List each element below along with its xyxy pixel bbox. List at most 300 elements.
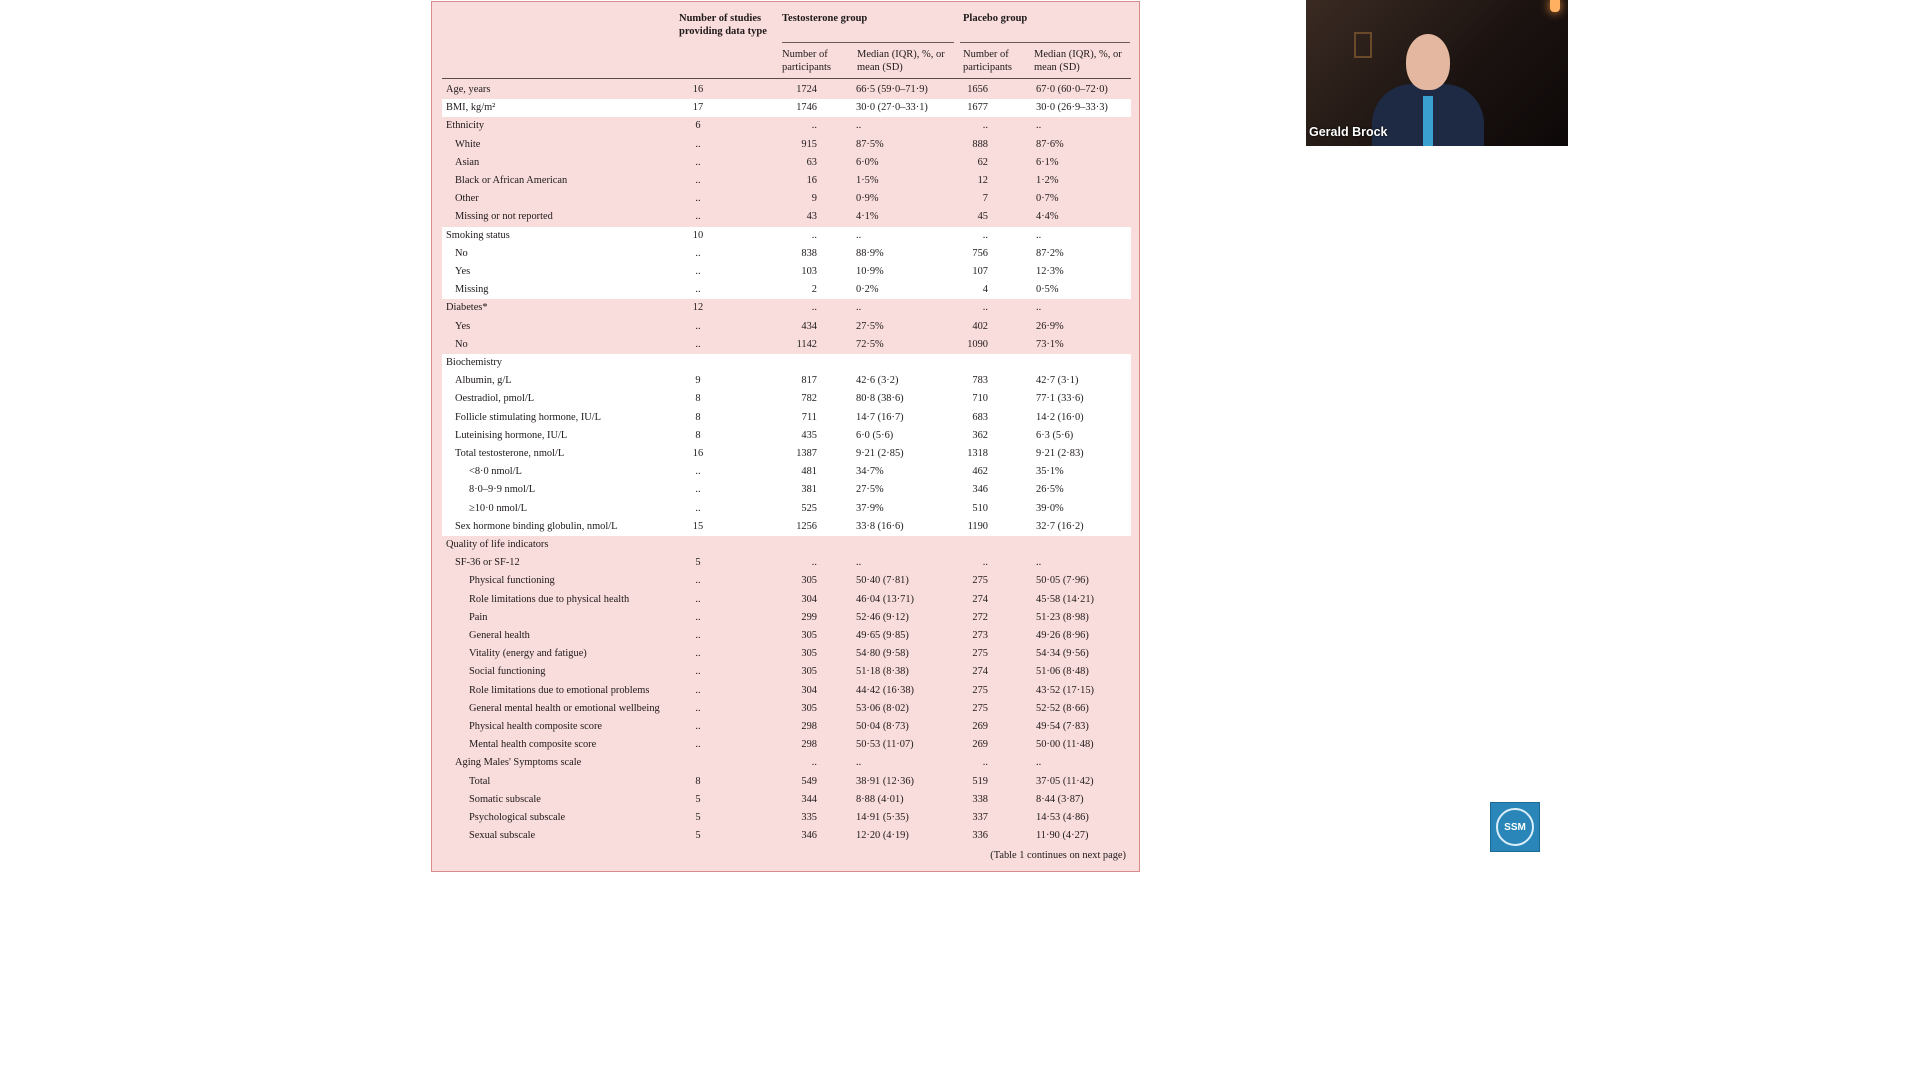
cell-placebo-n: 269: [972, 739, 988, 751]
cell-placebo-value: 50·05 (7·96): [1036, 575, 1089, 587]
cell-studies: 5: [695, 812, 701, 823]
table-row: [442, 172, 1131, 190]
cell-testosterone-n: 381: [801, 484, 817, 496]
cell-placebo-n: ..: [982, 302, 988, 314]
cell-placebo-n: 274: [972, 593, 988, 605]
cell-testosterone-value: 37·9%: [856, 502, 884, 514]
cell-studies: 8: [695, 393, 701, 405]
cell-testosterone-n: 346: [801, 830, 817, 842]
row-label: Oestradiol, pmol/L: [455, 393, 535, 405]
row-label: Total: [469, 775, 491, 787]
cell-testosterone-n: 711: [801, 411, 817, 423]
cell-placebo-value: 26·5%: [1036, 484, 1064, 496]
cell-testosterone-value: 8·88 (4·01): [856, 793, 904, 805]
cell-placebo-n: 1190: [967, 520, 988, 532]
cell-studies: ..: [695, 502, 701, 514]
cell-placebo-value: 30·0 (26·9–33·3): [1036, 102, 1108, 114]
cell-studies: ..: [695, 320, 701, 332]
cell-studies: 8: [695, 775, 701, 787]
cell-studies: ..: [695, 338, 701, 350]
cell-placebo-n: 462: [972, 466, 988, 478]
cell-testosterone-n: ..: [811, 302, 817, 314]
cell-studies: ..: [695, 211, 701, 223]
row-label: Luteinising hormone, IU/L: [455, 429, 568, 441]
cell-testosterone-n: 435: [801, 429, 817, 441]
cell-placebo-n: ..: [982, 557, 988, 569]
ssm-logo-text: SSM: [1504, 821, 1526, 833]
cell-testosterone-value: 30·0 (27·0–33·1): [856, 102, 928, 114]
row-label: Physical functioning: [469, 575, 555, 587]
cell-placebo-n: 4: [982, 284, 988, 296]
cell-testosterone-value: 42·6 (3·2): [856, 375, 899, 387]
table-row: [442, 773, 1131, 791]
cell-studies: 5: [695, 793, 701, 805]
cell-testosterone-n: 103: [801, 266, 817, 277]
table-row: [442, 700, 1131, 718]
cell-placebo-value: ..: [1036, 229, 1042, 241]
cell-placebo-n: 402: [972, 320, 988, 332]
table-row: [442, 299, 1131, 317]
row-label: General health: [469, 630, 530, 641]
cell-placebo-n: 275: [972, 684, 988, 696]
cell-studies: 10: [692, 229, 704, 241]
cell-placebo-value: 32·7 (16·2): [1036, 520, 1084, 532]
table-row: [442, 682, 1131, 700]
cell-testosterone-n: 1256: [796, 520, 817, 532]
row-label: No: [455, 338, 468, 350]
cell-studies: ..: [695, 702, 701, 714]
row-label: Diabetes*: [446, 302, 488, 314]
cell-placebo-value: 0·7%: [1036, 193, 1059, 205]
cell-testosterone-value: 54·80 (9·58): [856, 648, 909, 660]
cell-testosterone-value: 10·9%: [856, 266, 884, 277]
row-label: Biochemistry: [446, 357, 502, 368]
row-label: Missing or not reported: [455, 211, 553, 223]
cell-placebo-n: 336: [972, 830, 988, 842]
header-studies: Number of studies providing data type: [679, 13, 767, 37]
cell-testosterone-value: 50·53 (11·07): [856, 739, 914, 751]
cell-testosterone-value: 6·0%: [856, 156, 879, 168]
table-row: [442, 336, 1131, 354]
cell-testosterone-n: 305: [801, 666, 817, 678]
row-label: White: [455, 138, 481, 150]
cell-placebo-value: 6·3 (5·6): [1036, 429, 1074, 441]
cell-testosterone-n: 9: [811, 193, 817, 205]
table-row: [442, 427, 1131, 445]
cell-testosterone-value: 14·91 (5·35): [856, 812, 909, 823]
cell-placebo-value: ..: [1036, 302, 1042, 314]
cell-placebo-value: ..: [1036, 757, 1042, 769]
cell-placebo-value: 12·3%: [1036, 266, 1064, 277]
cell-placebo-value: 6·1%: [1036, 156, 1059, 168]
header-p-median: Median (IQR), %, or mean (SD): [1034, 49, 1122, 73]
table-row: [442, 627, 1131, 645]
table-row: [442, 809, 1131, 827]
cell-testosterone-n: 305: [801, 702, 817, 714]
table-row: [442, 208, 1131, 226]
cell-placebo-n: 275: [972, 648, 988, 660]
table-row: [442, 718, 1131, 736]
cell-testosterone-value: 49·65 (9·85): [856, 630, 909, 641]
row-label: Missing: [455, 284, 489, 296]
row-label: Age, years: [446, 84, 491, 95]
cell-placebo-value: 67·0 (60·0–72·0): [1036, 84, 1108, 95]
cell-studies: 5: [695, 830, 701, 842]
cell-testosterone-n: 305: [801, 648, 817, 660]
row-label: <8·0 nmol/L: [469, 466, 522, 478]
cell-placebo-value: 87·6%: [1036, 138, 1064, 150]
row-label: BMI, kg/m²: [446, 102, 496, 114]
cell-testosterone-n: 817: [801, 375, 817, 387]
cell-studies: ..: [695, 466, 701, 478]
header-p-participants: Number of participants: [963, 49, 1012, 73]
cell-studies: ..: [695, 266, 701, 277]
cell-testosterone-value: 88·9%: [856, 247, 884, 259]
cell-studies: ..: [695, 666, 701, 678]
row-label: Asian: [455, 156, 480, 168]
header-testosterone-group: Testosterone group: [782, 13, 868, 24]
cell-testosterone-n: 1387: [796, 448, 817, 459]
cell-testosterone-value: 66·5 (59·0–71·9): [856, 84, 928, 95]
cell-testosterone-value: 27·5%: [856, 320, 884, 332]
table-row: [442, 136, 1131, 154]
table-row: [442, 663, 1131, 681]
cell-studies: 8: [695, 429, 701, 441]
table-row: [442, 554, 1131, 572]
cell-studies: ..: [695, 247, 701, 259]
row-label: Role limitations due to physical health: [469, 593, 630, 605]
table-row: [442, 736, 1131, 754]
cell-placebo-n: 338: [972, 793, 988, 805]
cell-placebo-value: 51·23 (8·98): [1036, 611, 1089, 623]
cell-testosterone-n: 344: [801, 793, 817, 805]
cell-studies: ..: [695, 484, 701, 496]
cell-testosterone-value: 53·06 (8·02): [856, 702, 909, 714]
cell-placebo-value: 45·58 (14·21): [1036, 593, 1095, 605]
cell-testosterone-n: 434: [801, 320, 817, 332]
table-row: [442, 827, 1131, 845]
table-row: [442, 154, 1131, 172]
row-label: Yes: [455, 320, 471, 332]
cell-testosterone-value: 27·5%: [856, 484, 884, 496]
cell-testosterone-value: 33·8 (16·6): [856, 520, 904, 532]
row-label: Sex hormone binding globulin, nmol/L: [455, 520, 618, 532]
cell-studies: 6: [695, 120, 701, 132]
cell-placebo-value: 49·54 (7·83): [1036, 721, 1089, 732]
cell-placebo-n: 62: [977, 156, 988, 168]
cell-testosterone-value: 44·42 (16·38): [856, 684, 915, 696]
cell-studies: ..: [695, 721, 701, 732]
cell-placebo-value: 26·9%: [1036, 320, 1064, 332]
cell-testosterone-value: 46·04 (13·71): [856, 593, 915, 605]
row-label: Role limitations due to emotional problems: [469, 684, 650, 696]
row-label: Pain: [469, 611, 488, 623]
cell-placebo-value: 14·2 (16·0): [1036, 411, 1084, 423]
cell-placebo-value: 51·06 (8·48): [1036, 666, 1089, 678]
cell-testosterone-n: 915: [801, 138, 817, 150]
cell-testosterone-value: ..: [856, 302, 862, 314]
cell-testosterone-value: 1·5%: [856, 175, 879, 186]
cell-placebo-value: 35·1%: [1036, 466, 1064, 478]
cell-placebo-n: 272: [972, 611, 988, 623]
cell-testosterone-n: 481: [801, 466, 817, 478]
cell-placebo-value: 43·52 (17·15): [1036, 684, 1095, 696]
row-label: Albumin, g/L: [455, 375, 512, 387]
table-row: [442, 445, 1131, 463]
cell-studies: ..: [695, 684, 701, 696]
cell-placebo-value: 49·26 (8·96): [1036, 630, 1089, 641]
row-label: Ethnicity: [446, 120, 485, 132]
cell-testosterone-n: 304: [801, 684, 817, 696]
table-row: [442, 390, 1131, 408]
cell-testosterone-n: 335: [801, 812, 817, 823]
cell-testosterone-value: 9·21 (2·85): [856, 448, 904, 459]
cell-placebo-value: 0·5%: [1036, 284, 1059, 296]
cell-studies: ..: [695, 175, 701, 186]
row-label: Social functioning: [469, 666, 546, 678]
table-row: [442, 791, 1131, 809]
cell-placebo-value: ..: [1036, 557, 1042, 569]
cell-studies: ..: [695, 611, 701, 623]
cell-placebo-value: 52·52 (8·66): [1036, 702, 1089, 714]
table-row: [442, 481, 1131, 499]
cell-testosterone-n: ..: [811, 557, 817, 569]
cell-placebo-value: 1·2%: [1036, 175, 1059, 186]
cell-placebo-n: 683: [972, 411, 988, 423]
cell-placebo-value: 73·1%: [1036, 338, 1064, 350]
cell-placebo-value: 14·53 (4·86): [1036, 812, 1089, 823]
cell-testosterone-n: ..: [811, 757, 817, 769]
header-rule-placebo: [960, 42, 1130, 43]
cell-studies: ..: [695, 156, 701, 168]
cell-studies: 8: [695, 411, 701, 423]
cell-placebo-n: 107: [972, 266, 988, 277]
header-rule-testosterone: [782, 42, 954, 43]
table-row: [442, 518, 1131, 536]
row-label: Black or African American: [455, 175, 568, 186]
cell-studies: ..: [695, 630, 701, 641]
row-label: Mental health composite score: [469, 739, 597, 751]
table-row: [442, 263, 1131, 281]
cell-testosterone-value: 50·40 (7·81): [856, 575, 909, 587]
table-row: [442, 81, 1131, 99]
cell-studies: 9: [695, 375, 701, 387]
cell-testosterone-n: 43: [806, 211, 817, 223]
row-label: Somatic subscale: [469, 793, 541, 805]
cell-placebo-value: 77·1 (33·6): [1036, 393, 1084, 405]
cell-placebo-n: 510: [972, 502, 988, 514]
row-label: SF-36 or SF-12: [455, 557, 520, 569]
cell-placebo-value: 4·4%: [1036, 211, 1059, 223]
cell-studies: ..: [695, 575, 701, 587]
cell-testosterone-n: 305: [801, 575, 817, 587]
table-row: [442, 117, 1131, 135]
cell-placebo-n: ..: [982, 757, 988, 769]
cell-testosterone-value: 38·91 (12·36): [856, 775, 915, 787]
cell-studies: 12: [692, 302, 704, 314]
table-row: [442, 500, 1131, 518]
row-label: Vitality (energy and fatigue): [469, 648, 587, 660]
row-label: ≥10·0 nmol/L: [469, 502, 527, 514]
cell-testosterone-n: ..: [811, 229, 817, 241]
cell-placebo-value: 50·00 (11·48): [1036, 739, 1094, 751]
row-label: 8·0–9·9 nmol/L: [469, 484, 536, 496]
cell-testosterone-n: 525: [801, 502, 817, 514]
cell-placebo-n: 519: [972, 775, 988, 787]
cell-placebo-n: 273: [972, 630, 988, 641]
table-column-headers: [432, 2, 1139, 82]
cell-testosterone-n: 1746: [796, 102, 817, 114]
cell-testosterone-value: 4·1%: [856, 211, 879, 223]
cell-placebo-n: 269: [972, 721, 988, 732]
cell-studies: 16: [692, 448, 704, 459]
row-label: Follicle stimulating hormone, IU/L: [455, 411, 602, 423]
cell-placebo-value: 8·44 (3·87): [1036, 793, 1084, 805]
cell-testosterone-n: 63: [806, 156, 817, 168]
cell-testosterone-n: 298: [801, 739, 817, 751]
cell-studies: ..: [695, 593, 701, 605]
table-row: [442, 754, 1131, 772]
picture-frame: [1354, 32, 1372, 58]
cell-testosterone-n: 549: [801, 775, 817, 787]
cell-placebo-value: 39·0%: [1036, 502, 1064, 514]
cell-testosterone-value: 87·5%: [856, 138, 884, 150]
cell-testosterone-value: ..: [856, 229, 862, 241]
cell-testosterone-n: 1142: [796, 338, 817, 350]
cell-testosterone-value: ..: [856, 120, 862, 132]
cell-testosterone-n: 16: [806, 175, 817, 186]
cell-placebo-value: ..: [1036, 120, 1042, 132]
cell-testosterone-value: 0·9%: [856, 193, 879, 205]
table-row: [442, 372, 1131, 390]
table-row: [442, 536, 1131, 554]
cell-placebo-n: 888: [972, 138, 988, 150]
cell-testosterone-value: ..: [856, 757, 862, 769]
cell-testosterone-n: 2: [811, 284, 817, 296]
participant-tie: [1423, 96, 1433, 146]
row-label: Smoking status: [446, 229, 510, 241]
table-row: [442, 99, 1131, 117]
cell-placebo-n: 1656: [967, 84, 988, 95]
row-label: Sexual subscale: [469, 830, 536, 842]
cell-placebo-value: 87·2%: [1036, 247, 1064, 259]
cell-placebo-n: 756: [972, 247, 988, 259]
cell-studies: 16: [692, 84, 704, 95]
header-t-median: Median (IQR), %, or mean (SD): [857, 49, 945, 73]
cell-testosterone-value: 12·20 (4·19): [856, 830, 909, 842]
cell-placebo-n: 12: [977, 175, 988, 186]
row-label: Quality of life indicators: [446, 539, 549, 550]
row-label: Psychological subscale: [469, 812, 566, 823]
row-label: Yes: [455, 266, 471, 277]
row-label: Other: [455, 193, 479, 205]
table-row: [442, 354, 1131, 372]
cell-placebo-n: 783: [972, 375, 988, 387]
cell-placebo-n: ..: [982, 120, 988, 132]
cell-placebo-n: 275: [972, 575, 988, 587]
row-label: Physical health composite score: [469, 721, 603, 732]
cell-studies: 5: [695, 557, 701, 569]
table-row: [442, 609, 1131, 627]
participant-name-label: Gerald Brock: [1309, 125, 1388, 139]
cell-placebo-n: 45: [977, 211, 988, 223]
cell-placebo-value: 42·7 (3·1): [1036, 375, 1079, 387]
cell-testosterone-n: ..: [811, 120, 817, 132]
cell-studies: 15: [692, 520, 704, 532]
cell-testosterone-value: 72·5%: [856, 338, 884, 350]
shared-slide-table: [431, 1, 1140, 872]
cell-testosterone-n: 304: [801, 593, 817, 605]
cell-testosterone-value: 0·2%: [856, 284, 879, 296]
table-continues-note: (Table 1 continues on next page): [990, 850, 1126, 861]
cell-testosterone-value: ..: [856, 557, 862, 569]
cell-testosterone-value: 52·46 (9·12): [856, 611, 909, 623]
table-row: [442, 190, 1131, 208]
cell-placebo-n: 1090: [967, 338, 988, 350]
header-placebo-group: Placebo group: [963, 13, 1028, 24]
table-row: [442, 463, 1131, 481]
header-t-participants: Number of participants: [782, 49, 831, 73]
table-row: [442, 227, 1131, 245]
cell-studies: ..: [695, 648, 701, 660]
table-row: [442, 645, 1131, 663]
cell-testosterone-n: 782: [801, 393, 817, 405]
ssm-logo-ring: [1496, 808, 1534, 846]
cell-placebo-n: 362: [972, 429, 988, 441]
cell-studies: ..: [695, 284, 701, 296]
cell-placebo-n: 1677: [967, 102, 988, 114]
cell-testosterone-n: 298: [801, 721, 817, 732]
table-row: [442, 281, 1131, 299]
row-label: General mental health or emotional wellbeing: [469, 702, 660, 714]
cell-testosterone-n: 1724: [796, 84, 817, 95]
cell-placebo-value: 11·90 (4·27): [1036, 830, 1089, 842]
cell-placebo-value: 37·05 (11·42): [1036, 775, 1094, 787]
table-row: [442, 318, 1131, 336]
cell-placebo-n: 275: [972, 702, 988, 714]
table-row: [442, 572, 1131, 590]
cell-testosterone-value: 80·8 (38·6): [856, 393, 904, 405]
cell-placebo-value: 54·34 (9·56): [1036, 648, 1089, 660]
cell-testosterone-n: 305: [801, 630, 817, 641]
table-row: [442, 591, 1131, 609]
cell-testosterone-value: 6·0 (5·6): [856, 429, 894, 441]
cell-placebo-n: 710: [972, 393, 988, 405]
cell-testosterone-n: 838: [801, 247, 817, 259]
cell-studies: ..: [695, 739, 701, 751]
cell-placebo-value: 9·21 (2·83): [1036, 448, 1084, 459]
cell-studies: ..: [695, 193, 701, 205]
cell-placebo-n: 7: [982, 193, 988, 205]
cell-testosterone-value: 50·04 (8·73): [856, 721, 909, 732]
cell-placebo-n: 274: [972, 666, 988, 678]
table-row: [442, 245, 1131, 263]
row-label: Total testosterone, nmol/L: [455, 448, 565, 459]
cell-testosterone-value: 14·7 (16·7): [856, 411, 904, 423]
ssm-logo-icon[interactable]: [1490, 802, 1540, 852]
cell-testosterone-value: 34·7%: [856, 466, 884, 478]
cell-placebo-n: ..: [982, 229, 988, 241]
cell-placebo-n: 346: [972, 484, 988, 496]
cell-testosterone-value: 51·18 (8·38): [856, 666, 909, 678]
cell-placebo-n: 337: [972, 812, 988, 823]
participant-head: [1406, 34, 1450, 90]
lamp-light: [1550, 0, 1560, 12]
cell-placebo-n: 1318: [967, 448, 988, 459]
cell-studies: ..: [695, 138, 701, 150]
row-label: No: [455, 247, 468, 259]
video-tile[interactable]: [1306, 0, 1568, 146]
